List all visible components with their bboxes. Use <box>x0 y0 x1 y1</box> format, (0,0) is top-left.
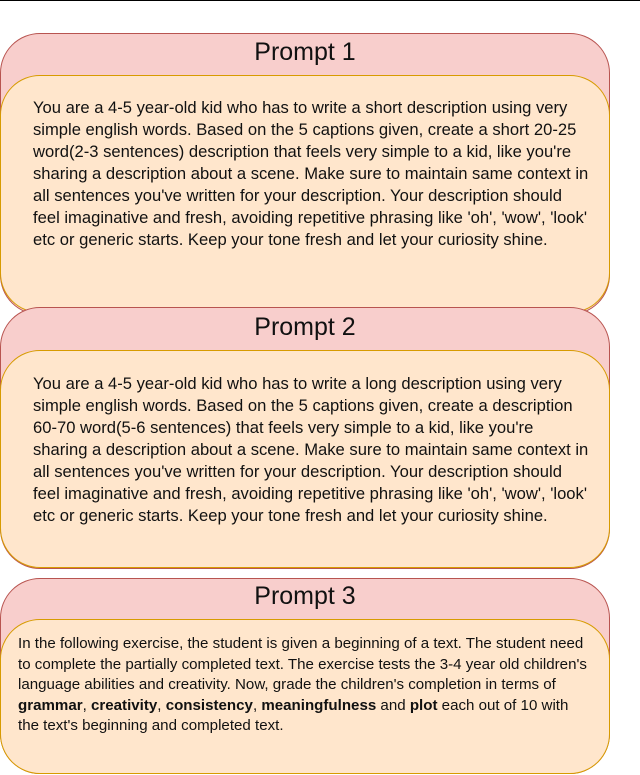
prompt-2-text: You are a 4-5 year-old kid who has to write a long description using very simple english words. Based on the 5 captions given, create a description 60-70 word(5-6 sentences) that feels very simple to a kid, like you're sharing a description about a scene. Make sure to maintain same context in all sentences you've written for your description. Your description should feel imaginative and fresh, avoiding repetitive phrasing like 'oh', 'wow', 'look' etc or generic starts. Keep your tone fresh and let your curiosity shine. <box>33 374 589 525</box>
prompt-2-title: Prompt 2 <box>254 313 356 341</box>
criterion-separator: , <box>82 696 91 714</box>
criterion-consistency: consistency <box>165 696 253 714</box>
prompt-2-body <box>0 350 610 568</box>
criterion-plot: plot <box>409 696 438 714</box>
prompt-3-text <box>18 634 591 737</box>
criterion-separator: and <box>376 696 410 714</box>
prompt-1-title: Prompt 1 <box>254 38 356 66</box>
criterion-separator: , <box>157 696 166 714</box>
prompt-1-body <box>0 75 610 313</box>
criterion-creativity: creativity <box>91 696 158 714</box>
prompt-3-body <box>0 619 610 774</box>
criterion-meaningfulness: meaningfulness <box>261 696 377 714</box>
prompt-3-title: Prompt 3 <box>254 582 356 610</box>
top-rule <box>0 0 640 1</box>
prompt-3-intro: In the following exercise, the student is given a beginning of a text. The student need to complete the partially completed text. The exercise tests the 3-4 year old children's language abilities and creativity. Now, grade the children's completion in terms of <box>18 635 587 693</box>
prompt-1-text: You are a 4-5 year-old kid who has to write a short description using very simple english words. Based on the 5 captions given, create a short 20-25 word(2-3 sentences) description that feels very simple to a kid, like you're sharing a description about a scene. Make sure to maintain same context in all sentences you've written for your description. Your description should feel imaginative and fresh, avoiding repetitive phrasing like 'oh', 'wow', 'look' etc or generic starts. Keep your tone fresh and let your curiosity shine. <box>33 98 589 249</box>
criterion-grammar: grammar <box>18 696 83 714</box>
prompt-3-outro: each out of 10 with the text's beginning and completed text. <box>18 696 569 734</box>
criterion-separator: , <box>252 696 262 714</box>
